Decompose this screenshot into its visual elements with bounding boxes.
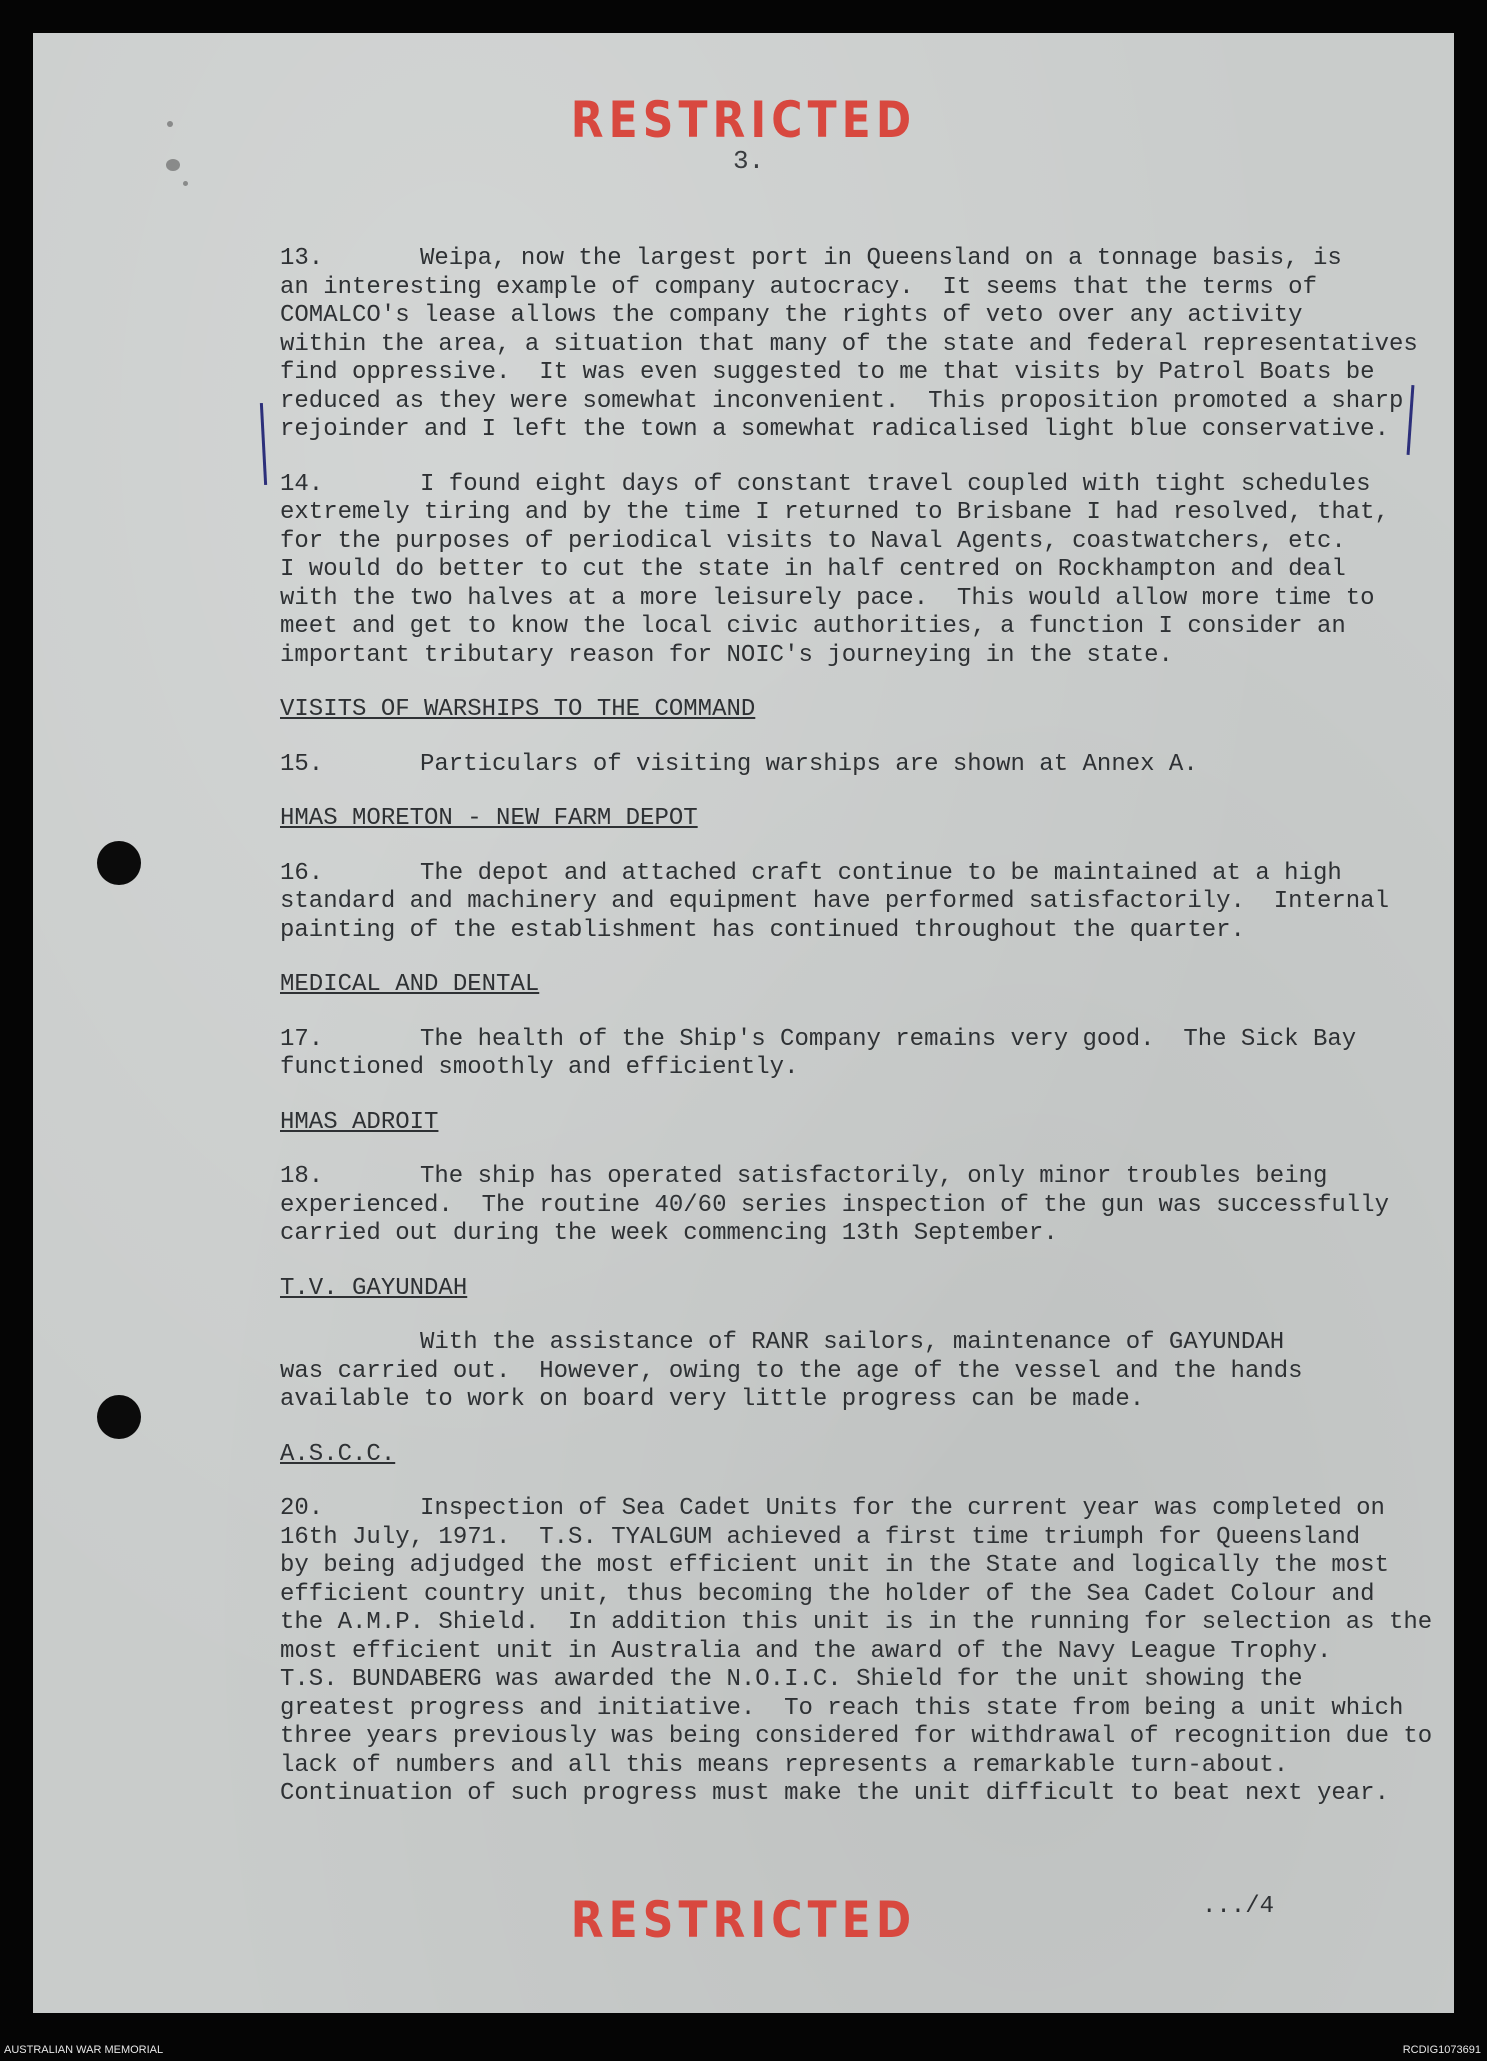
paragraph-13: 13. Weipa, now the largest port in Queensland on a tonnage basis, is an interesting example of company autocracy. It seems that the terms of COMALCO's lease allows the company the rights of veto over any activity within the area, a situation that many of the state and federal representatives find oppressive. It was even suggested to me that visits by Patrol Boats be reduced as they were somewhat inconvenient. This proposition promoted a sharp rejoinder and I left the town a somewhat radicalised light blue conservative. xyxy=(280,245,1418,443)
paragraph-17: 17. The health of the Ship's Company remains very good. The Sick Bay functioned smoothly and efficiently. xyxy=(280,1025,1357,1081)
heading-hmas-adroit: HMAS ADROIT xyxy=(280,1108,439,1136)
punch-hole-icon xyxy=(97,841,141,885)
heading-visits-of-warships: VISITS OF WARSHIPS TO THE COMMAND xyxy=(280,696,756,723)
heading-ascc: A.S.C.C. xyxy=(280,1440,396,1468)
paragraph-16: 16. The depot and attached craft continue to be maintained at a high standard and machinery and equipment have performed satisfactorily. Internal painting of the establishment has continued throughout the quarter. xyxy=(280,859,1389,944)
archive-caption-left: AUSTRALIAN WAR MEMORIAL xyxy=(4,2044,164,2056)
restricted-stamp-bottom: RESTRICTED xyxy=(570,1891,917,1949)
heading-medical-and-dental: MEDICAL AND DENTAL xyxy=(280,971,540,998)
heading-tv-gayundah: T.V. GAYUNDAH xyxy=(280,1274,468,1302)
paper-speck xyxy=(166,159,180,171)
archive-caption-right: RCDIG1073691 xyxy=(1402,2044,1481,2056)
paragraph-20: 20. Inspection of Sea Cadet Units for the current year was completed on 16th July, 1971. T.S. TYALGUM achieved a first time triumph for Queensland by being adjudged the most efficient unit in the State and logically the most efficient country unit, thus becoming the holder of the Sea Cadet Colour and the A.M.P. Shield. In addition this unit is in the running for selection as the most efficient unit in Australia and the award of the Navy League Trophy. T.S. BUNDABERG was awarded the N.O.I.C. Shield for the unit showing the greatest progress and initiative. To reach this state from being a unit which three years previously was being considered for withdrawal of recognition due to lack of numbers and all this means represents a remarkable turn-about. Continuation of such progress must make the unit difficult to beat next year. xyxy=(280,1495,1433,1807)
paragraph-18: 18. The ship has operated satisfactorily, only minor troubles being experienced. The routine 40/60 series inspection of the gun was successfully carried out during the week commencing 13th September. xyxy=(280,1163,1389,1247)
document-page xyxy=(33,33,1454,2013)
paper-speck xyxy=(183,181,188,186)
paper-speck xyxy=(167,121,173,127)
document-body xyxy=(280,245,1433,1835)
page-number: 3. xyxy=(733,146,765,176)
heading-hmas-moreton: HMAS MORETON - NEW FARM DEPOT xyxy=(280,805,698,832)
punch-hole-icon xyxy=(97,1395,141,1439)
paragraph-14: 14. I found eight days of constant travel coupled with tight schedules extremely tiring and by the time I returned to Brisbane I had resolved, that, for the purposes of periodical visits to Naval Agents, coastwatchers, etc. I would do better to cut the state in half centred on Rockhampton and deal with the two halves at a more leisurely pace. This would allow more time to meet and get to know the local civic authorities, a function I consider an important tributary reason for NOIC's journeying in the state. xyxy=(280,470,1389,669)
paragraph-15: 15. Particulars of visiting warships are shown at Annex A. xyxy=(280,750,1198,778)
restricted-stamp-top: RESTRICTED xyxy=(570,91,917,149)
paragraph-19: With the assistance of RANR sailors, maintenance of GAYUNDAH was carried out. However, owing to the age of the vessel and the hands available to work on board very little progress can be made. xyxy=(280,1329,1303,1413)
continuation-mark: .../4 xyxy=(1201,1893,1274,1920)
margin-mark-left xyxy=(260,403,267,485)
